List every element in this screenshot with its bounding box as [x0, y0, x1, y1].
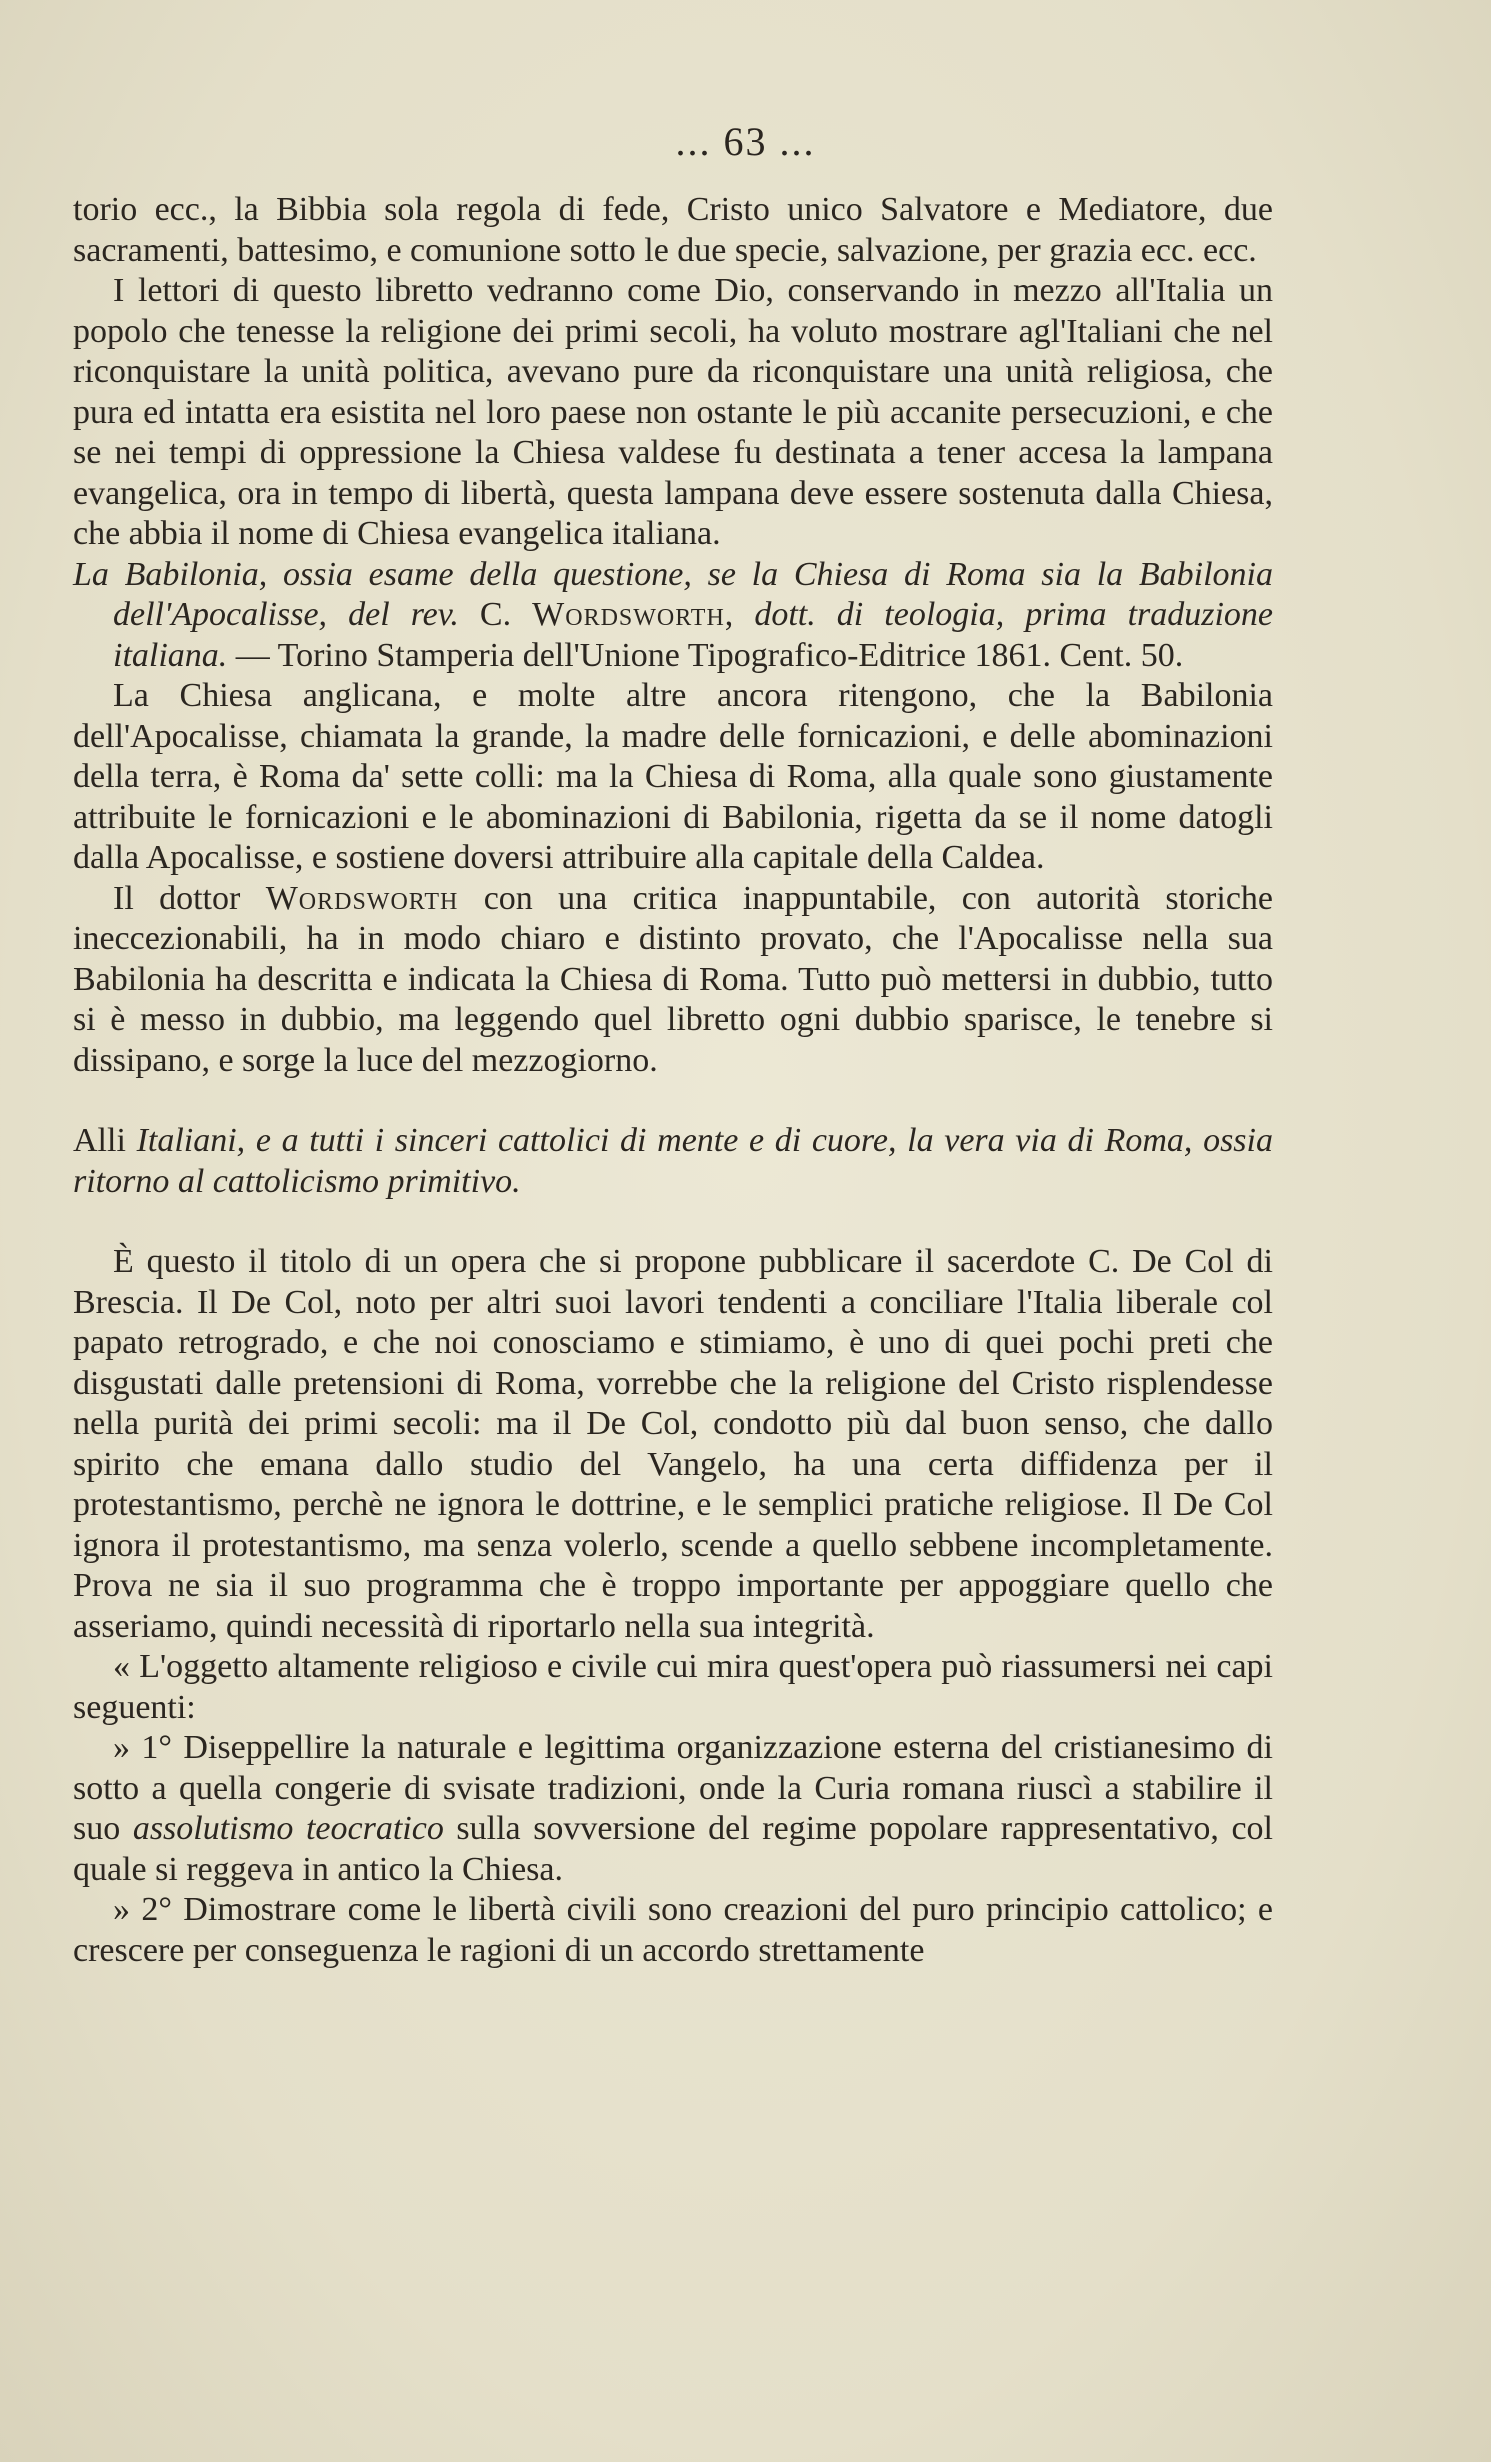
- author-name: Wordsworth: [265, 879, 459, 917]
- section-heading: Alli Italiani, e a tutti i sinceri cattolici di mente e di cuore, la vera via di Roma, ossia ritorno al cattolicismo primitivo.: [73, 1122, 1273, 1200]
- citation-title: La Babilonia, ossia esame della questione, se la Chiesa di Roma sia la Babilonia dell'Apocalisse, del rev.: [73, 555, 1273, 633]
- paragraph: « L'oggetto altamente religioso e civile cui mira quest'opera può riassumersi nei capi seguenti:: [73, 1648, 1273, 1726]
- paragraph: I lettori di questo libretto vedranno come Dio, conservando in mezzo all'Italia un popolo che tenesse la religione dei primi secoli, ha voluto mostrare agl'Italiani che nel riconquistare la unità politica, avevano pure da riconquistare una unità religiosa, che pura ed intatta era esistita nel loro paese non ostante le più accanite persecuzioni, e che se nei tempi di oppressione la Chiesa valdese fu destinata a tener accesa la lampana evangelica, ora in tempo di libertà, questa lampana deve essere sostenuta dalla Chiesa, che abbia il nome di Chiesa evangelica italiana.: [73, 272, 1273, 552]
- book-citation: La Babilonia, ossia esame della questione, se la Chiesa di Roma sia la Babilonia dell'Apocalisse, del rev. C. Wordsworth, dott. di teologia, prima traduzione italiana. — Torino Stamperia dell'Unione Tipografico-Editrice 1861. Cent. 50.: [73, 555, 1274, 674]
- paragraph: Il dottor Wordsworth con una critica inappuntabile, con autorità storiche ineccezionabili, ha in modo chiaro e distinto provato, che l'Apocalisse nella sua Babilonia ha descritta e indicata la Chiesa di Roma. Tutto può mettersi in dubbio, tutto si è messo in dubbio, ma leggendo quel libretto ogni dubbio sparisce, le tenebre si dissipano, e sorge la luce del mezzogiorno.: [73, 879, 1274, 1079]
- author-name: Wordsworth: [532, 596, 725, 633]
- paragraph: La Chiesa anglicana, e molte altre ancora ritengono, che la Babilonia dell'Apocalisse, chiamata la grande, la madre delle fornicazioni, e delle abominazioni della terra, è Roma da' sette colli: ma la Chiesa di Roma, alla quale sono giustamente attribuite le fornicazioni e le abominazioni di Babilonia, rigetta da se il nome datogli dalla Apocalisse, e sostiene doversi attribuire alla capitale della Caldea.: [73, 677, 1273, 876]
- paragraph: È questo il titolo di un opera che si propone pubblicare il sacerdote C. De Col di Brescia. Il De Col, noto per altri suoi lavori tendenti a conciliare l'Italia liberale col papato retrogrado, e che noi conosciamo e stimiamo, è uno di quei pochi preti che disgustati dalle pretensioni di Roma, vorrebbe che la religione del Cristo risplendesse nella purità dei primi secoli: ma il De Col, condotto più dal buon senso, che dallo spirito che emana dallo studio del Vangelo, ha una certa diffidenza per il protestantismo, perchè ne ignora le dottrine, e le semplici pratiche religiose. Il De Col ignora il protestantismo, ma senza volerlo, scende a quello sebbene incompletamente. Prova ne sia il suo programma che è troppo importante per appoggiare quello che asseriamo, quindi necessità di riportarlo nella sua integrità.: [73, 1243, 1273, 1645]
- paragraph: » 2° Dimostrare come le libertà civili sono creazioni del puro principio cattolico; e crescere per conseguenza le ragioni di un accordo strettamente: [73, 1891, 1273, 1969]
- paragraph: torio ecc., la Bibbia sola regola di fede, Cristo unico Salvatore e Mediatore, due sacramenti, battesimo, e comunione sotto le due specie, salvazione, per grazia ecc. ecc.: [73, 191, 1273, 269]
- body-text: [73, 190, 1273, 1971]
- page-number: ... 63 ...: [675, 119, 816, 164]
- paragraph: » 1° Diseppellire la naturale e legittima organizzazione esterna del cristianesimo di sotto a quella congerie di svisate tradizioni, onde la Curia romana riuscì a stabilire il suo assolutismo teocratico sulla sovversione del regime popolare rappresentativo, col quale si reggeva in antico la Chiesa.: [73, 1729, 1273, 1888]
